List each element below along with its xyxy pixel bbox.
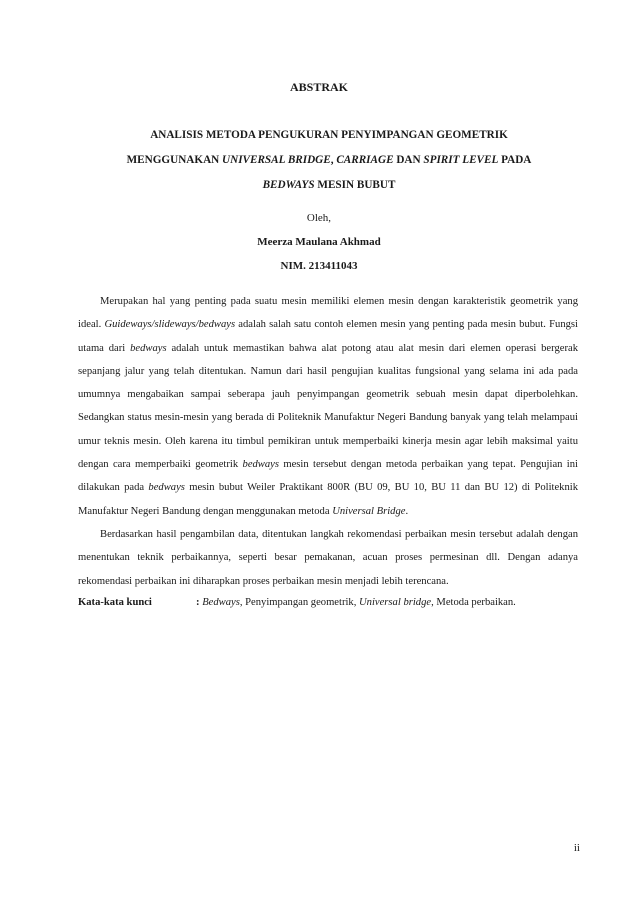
title-line-3 — [64, 173, 594, 198]
title-italic-term: BEDWAYS — [262, 179, 315, 191]
title-text: DAN — [393, 154, 424, 166]
italic-term: Universal Bridge — [332, 505, 406, 517]
paragraph-text: mesin bubut Weiler Praktikant 800R (BU 09, BU 10, BU 11 dan BU 12) di Politeknik Manufaktur Negeri Bandung dengan menggunakan metoda — [78, 482, 578, 517]
abstract-paragraph-2: Berdasarkan hasil pengambilan data, ditentukan langkah rekomendasi perbaikan mesin tersebut adalah dengan menentukan teknik perbaikannya, seperti besar pemakanan, acuan proses permesinan dll. Dengan adanya rekomendasi perbaikan ini diharapkan proses perbaikan mesin menjadi lebih terencana. — [78, 528, 578, 587]
title-italic-term: UNIVERSAL BRIDGE — [222, 154, 331, 166]
title-line-2 — [64, 148, 594, 173]
italic-term: Guideways/slideways/bedways — [104, 319, 236, 331]
keywords-label: Kata-kata kunci — [78, 597, 152, 608]
paragraph-text: Merupakan hal yang penting pada suatu mesin memiliki elemen mesin dengan karakteristik geometrik yang ideal. — [78, 296, 578, 331]
thesis-title — [64, 123, 594, 198]
keyword-italic: Bedways — [202, 597, 240, 608]
author-name: Meerza Maulana Akhmad — [257, 236, 381, 248]
abstract-heading: ABSTRAK — [289, 80, 348, 94]
title-line-1: ANALISIS METODA PENGUKURAN PENYIMPANGAN GEOMETRIK — [150, 129, 508, 141]
paragraph-text: adalah untuk memastikan bahwa alat potong atau alat mesin dari elemen operasi bergerak sepanjang jalur yang telah ditentukan. Namun dari hasil pengujian kualitas fungsional yang selama ini ada pada umumnya mengabaikan sampai seberapa jauh penyimpangan geometrik sebuah mesin dapat diperbolehkan. Sedangkan status mesin-mesin yang berada di Politeknik Manufaktur Negeri Bandung banyak yang telah melampaui umur teknis mesin. Oleh karena itu timbul pemikiran untuk memperbaiki kinerja mesin agar lebih maksimal yaitu dengan cara memperbaiki geometrik — [78, 342, 578, 471]
byline-oleh: Oleh, — [306, 212, 332, 224]
title-text: , — [330, 154, 337, 166]
keywords-line — [78, 597, 598, 608]
keyword-text: , Penyimpangan geometrik, — [239, 597, 360, 608]
paragraph-text: mesin tersebut dengan metoda perbaikan yang tepat. Pengujian ini dilakukan pada — [78, 459, 578, 494]
paragraph-text: . — [405, 505, 409, 517]
keyword-italic: Universal bridge — [359, 597, 432, 608]
title-text: MENGGUNAKAN — [126, 154, 223, 166]
abstract-paragraph-1 — [78, 290, 578, 523]
title-text: MESIN BUBUT — [314, 179, 396, 191]
abstract-body — [78, 290, 578, 593]
paragraph-text: adalah salah satu contoh elemen mesin yang penting pada mesin bubut. Fungsi utama dari — [78, 319, 578, 354]
italic-term: bedways — [130, 342, 167, 354]
italic-term: bedways — [148, 482, 185, 494]
page-number: ii — [573, 842, 580, 854]
title-italic-term: SPIRIT LEVEL — [423, 154, 499, 166]
title-text: PADA — [498, 154, 532, 166]
keyword-text: , Metoda perbaikan. — [431, 597, 516, 608]
student-id: NIM. 213411043 — [280, 260, 358, 272]
title-italic-term: CARRIAGE — [336, 154, 394, 166]
keywords-colon: : — [196, 597, 200, 608]
italic-term: bedways — [242, 459, 279, 471]
